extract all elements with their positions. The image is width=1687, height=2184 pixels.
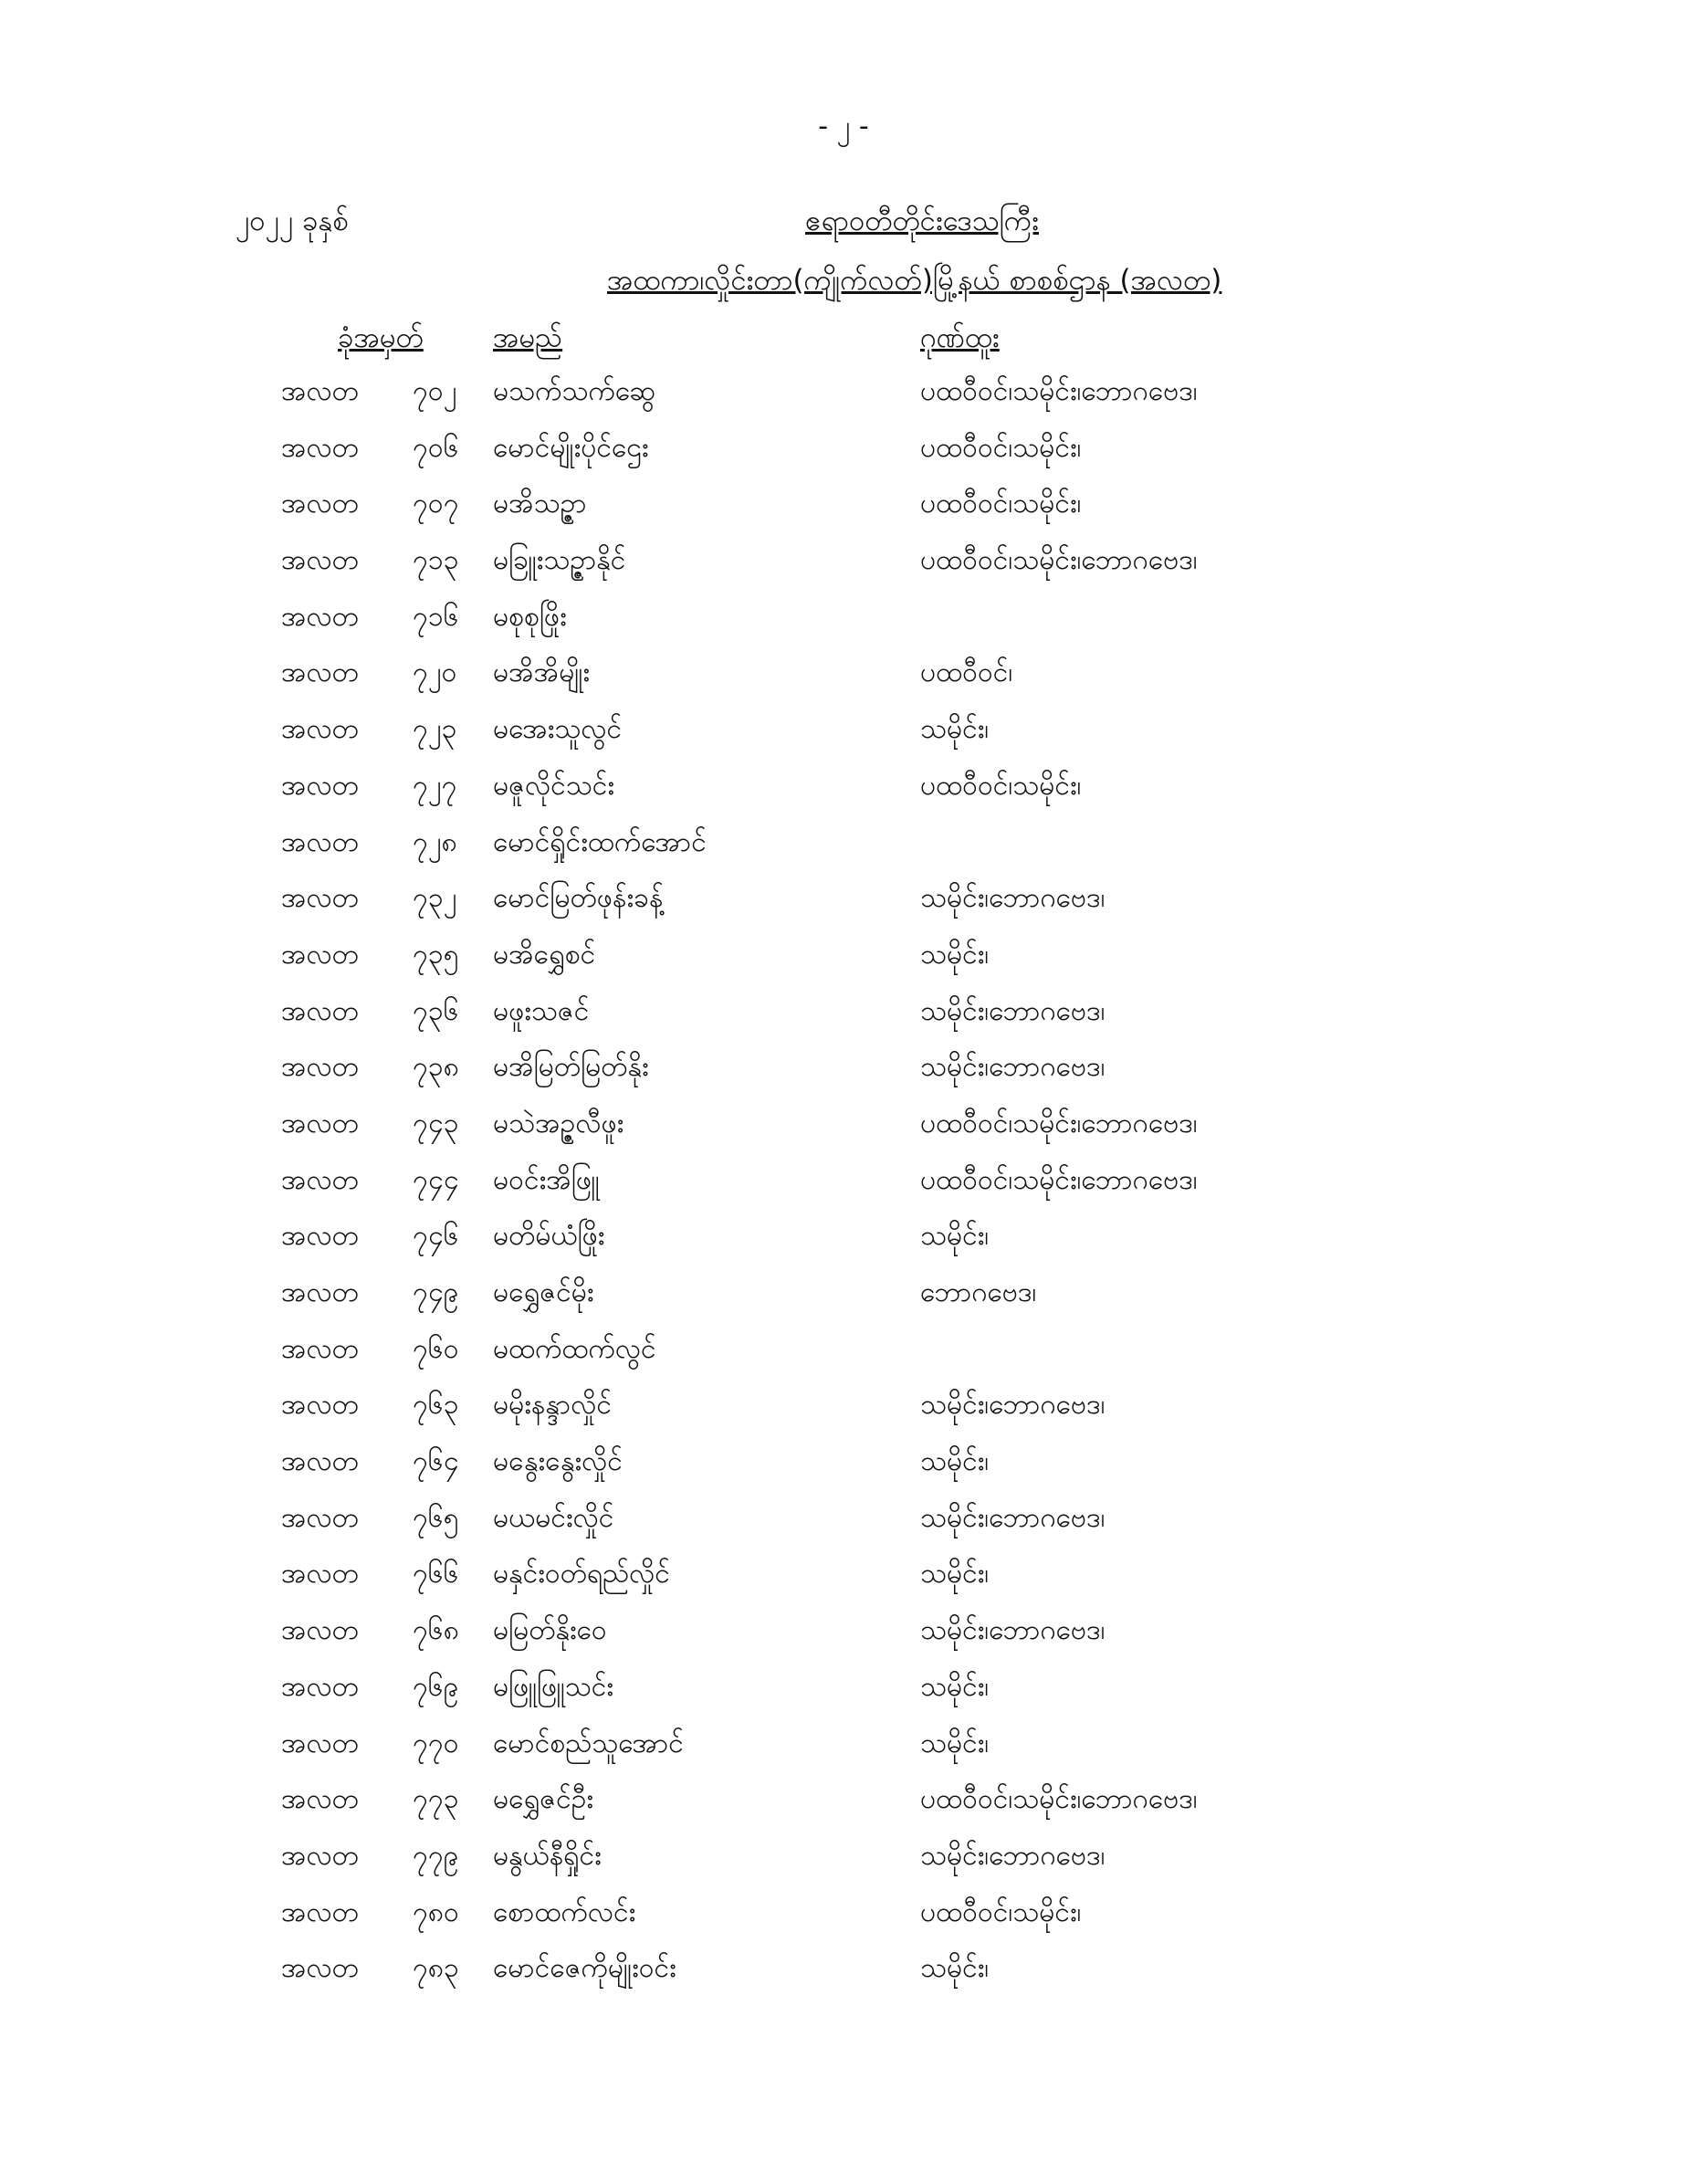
student-name: မခြူးသဉ္ဇာနိုင် — [493, 544, 626, 577]
list-item — [0, 1273, 1687, 1329]
student-name: မဖြူဖြူသင်း — [493, 1670, 614, 1703]
roll-number: ၇၃၅ — [413, 938, 459, 971]
student-name: မောင်စည်သူအောင် — [493, 1727, 684, 1759]
roll-prefix: အလတ — [281, 994, 359, 1027]
roll-number: ၇၁၃ — [413, 544, 459, 577]
list-item — [0, 1554, 1687, 1611]
list-item — [0, 484, 1687, 541]
distinctions: ပထဝီဝင်၊သမိုင်း၊ — [920, 488, 1082, 520]
distinctions: ပထဝီဝင်၊သမိုင်း၊ဘောဂဗေဒ၊ — [920, 375, 1198, 407]
roll-prefix: အလတ — [281, 1614, 359, 1647]
list-item — [0, 1329, 1687, 1386]
list-item — [0, 1893, 1687, 1949]
student-name: မရွှေဇင်ဦး — [493, 1783, 593, 1816]
distinctions: သမိုင်း၊ဘောဂဗေဒ၊ — [920, 994, 1105, 1027]
student-name: မနှင်းဝတ်ရည်လှိုင် — [493, 1558, 670, 1591]
list-item — [0, 1216, 1687, 1273]
student-name: မထက်ထက်လွင် — [493, 1332, 656, 1365]
list-item — [0, 541, 1687, 597]
exam-center-subtitle: အထကာ၊လှိုင်းတာ(ကျိုက်လတ်)မြို့နယ် စာစစ်ဌာန (အလတ) — [607, 264, 1222, 297]
list-item — [0, 709, 1687, 766]
student-name: မတိမ်ယံဖြိုး — [493, 1220, 605, 1253]
distinctions: သမိုင်း၊ — [920, 1952, 990, 1985]
distinctions: သမိုင်း၊ဘောဂဗေဒ၊ — [920, 1389, 1105, 1422]
roll-number: ၇၀၇ — [413, 488, 459, 520]
distinctions: ပထဝီဝင်၊သမိုင်း၊ဘောဂဗေဒ၊ — [920, 544, 1198, 577]
results-list — [0, 372, 1687, 2005]
region-title: ဧရာဝတီတိုင်းဒေသကြီး — [805, 205, 1039, 237]
distinctions: ပထဝီဝင်၊သမိုင်း၊ — [920, 769, 1082, 802]
student-name: မောင်ဇေကိုမျိုးဝင်း — [493, 1952, 676, 1985]
roll-prefix: အလတ — [281, 825, 359, 858]
roll-prefix: အလတ — [281, 1163, 359, 1196]
distinctions: ပထဝီဝင်၊သမိုင်း၊ဘောဂဗေဒ၊ — [920, 1783, 1198, 1816]
list-item — [0, 1442, 1687, 1498]
roll-number: ၇၄၉ — [413, 1276, 459, 1308]
roll-prefix: အလတ — [281, 1389, 359, 1422]
roll-prefix: အလတ — [281, 1051, 359, 1084]
distinctions: သမိုင်း၊ — [920, 713, 990, 746]
distinctions: ပထဝီဝင်၊သမိုင်း၊ဘောဂဗေဒ၊ — [920, 1163, 1198, 1196]
list-item — [0, 823, 1687, 879]
column-header-distinctions: ဂုဏ်ထူး — [920, 321, 1000, 354]
roll-prefix: အလတ — [281, 1727, 359, 1759]
student-name: မမြတ်နိုးဝေ — [493, 1614, 607, 1647]
roll-number: ၇၄၄ — [413, 1163, 459, 1196]
distinctions: သမိုင်း၊ — [920, 1445, 990, 1478]
roll-prefix: အလတ — [281, 1220, 359, 1253]
roll-number: ၇၈၀ — [413, 1895, 459, 1928]
student-name: မအိအိမျိုး — [493, 656, 591, 689]
list-item — [0, 1498, 1687, 1555]
roll-number: ၇၁၆ — [413, 600, 459, 633]
student-name: မအိသဉ္ဇာ — [493, 488, 587, 520]
distinctions: သမိုင်း၊ — [920, 1220, 990, 1253]
student-name: မမိုးနန္ဒာလှိုင် — [493, 1389, 613, 1422]
list-item — [0, 597, 1687, 654]
roll-number: ၇၂၈ — [413, 825, 457, 858]
list-item — [0, 1385, 1687, 1442]
list-item — [0, 428, 1687, 485]
roll-number: ၇၃၂ — [413, 882, 457, 915]
distinctions: သမိုင်း၊ — [920, 1727, 990, 1759]
student-name: မစုစုဖြိုး — [493, 600, 567, 633]
student-name: မအိမြတ်မြတ်နိုး — [493, 1051, 649, 1084]
roll-number: ၇၆၈ — [413, 1614, 459, 1647]
list-item — [0, 372, 1687, 428]
roll-prefix: အလတ — [281, 713, 359, 746]
roll-number: ၇၆၀ — [413, 1332, 459, 1365]
roll-number: ၇၂၇ — [413, 769, 457, 802]
roll-prefix: အလတ — [281, 431, 359, 464]
roll-number: ၇၀၆ — [413, 431, 459, 464]
column-header-roll-number: ခုံအမှတ် — [338, 321, 424, 354]
student-name: မရွှေဇင်မိုး — [493, 1276, 594, 1308]
list-item — [0, 1667, 1687, 1724]
student-name: မောင်မျိုးပိုင်ဌေး — [493, 431, 649, 464]
list-item — [0, 1780, 1687, 1836]
roll-prefix: အလတ — [281, 544, 359, 577]
list-item — [0, 766, 1687, 823]
distinctions: သမိုင်း၊ဘောဂဗေဒ၊ — [920, 882, 1105, 915]
list-item — [0, 1724, 1687, 1780]
roll-number: ၇၇၀ — [413, 1727, 459, 1759]
roll-number: ၇၆၃ — [413, 1389, 459, 1422]
student-name: မောင်မြတ်ဖုန်းခန့် — [493, 882, 664, 915]
student-name: မောင်ရှိုင်းထက်အောင် — [493, 825, 707, 858]
roll-number: ၇၆၅ — [413, 1501, 459, 1534]
distinctions: ပထဝီဝင်၊ — [920, 656, 1013, 689]
roll-prefix: အလတ — [281, 769, 359, 802]
roll-prefix: အလတ — [281, 1670, 359, 1703]
roll-prefix: အလတ — [281, 375, 359, 407]
list-item — [0, 935, 1687, 992]
distinctions: သမိုင်း၊ — [920, 1670, 990, 1703]
year-label: ၂၀၂၂ ခုနှစ် — [236, 205, 349, 237]
roll-number: ၇၄၆ — [413, 1220, 459, 1253]
roll-prefix: အလတ — [281, 1107, 359, 1139]
roll-prefix: အလတ — [281, 488, 359, 520]
column-header-name: အမည် — [493, 321, 563, 354]
roll-number: ၇၆၆ — [413, 1558, 459, 1591]
roll-prefix: အလတ — [281, 1276, 359, 1308]
roll-prefix: အလတ — [281, 1895, 359, 1928]
student-name: မသဲအဥ္ဇလီဖူး — [493, 1107, 624, 1139]
list-item — [0, 1047, 1687, 1104]
roll-number: ၇၂၀ — [413, 656, 457, 689]
roll-prefix: အလတ — [281, 1783, 359, 1816]
student-name: မအေးသူလွင် — [493, 713, 623, 746]
roll-number: ၇၇၃ — [413, 1783, 459, 1816]
student-name: မဖူးသဇင် — [493, 994, 590, 1027]
distinctions: သမိုင်း၊ဘောဂဗေဒ၊ — [920, 1501, 1105, 1534]
roll-number: ၇၃၈ — [413, 1051, 459, 1084]
distinctions: သမိုင်း၊ဘောဂဗေဒ၊ — [920, 1614, 1105, 1647]
roll-number: ၇၇၉ — [413, 1839, 459, 1872]
list-item — [0, 653, 1687, 709]
distinctions: ပထဝီဝင်၊သမိုင်း၊ — [920, 1895, 1082, 1928]
student-name: မသက်သက်ဆွေ — [493, 375, 655, 407]
student-name: မဇူလိုင်သင်း — [493, 769, 615, 802]
roll-prefix: အလတ — [281, 1332, 359, 1365]
distinctions: သမိုင်း၊ဘောဂဗေဒ၊ — [920, 1839, 1105, 1872]
student-name: မနွေးနွေးလှိုင် — [493, 1445, 623, 1478]
list-item — [0, 1836, 1687, 1893]
roll-prefix: အလတ — [281, 882, 359, 915]
roll-number: ၇၄၃ — [413, 1107, 459, 1139]
distinctions: သမိုင်း၊ — [920, 1558, 990, 1591]
roll-number: ၇၆၉ — [413, 1670, 459, 1703]
roll-number: ၇၃၆ — [413, 994, 459, 1027]
list-item — [0, 1948, 1687, 2005]
roll-number: ၇၆၄ — [413, 1445, 459, 1478]
roll-prefix: အလတ — [281, 1501, 359, 1534]
student-name: မယမင်းလှိုင် — [493, 1501, 614, 1534]
roll-prefix: အလတ — [281, 600, 359, 633]
roll-prefix: အလတ — [281, 1445, 359, 1478]
distinctions: ဘောဂဗေဒ၊ — [920, 1276, 1037, 1308]
distinctions: သမိုင်း၊ဘောဂဗေဒ၊ — [920, 1051, 1105, 1084]
roll-prefix: အလတ — [281, 1558, 359, 1591]
page-number: - ၂ - — [818, 110, 869, 142]
student-name: မနွယ်နီရှိုင်း — [493, 1839, 602, 1872]
roll-prefix: အလတ — [281, 938, 359, 971]
roll-prefix: အလတ — [281, 1952, 359, 1985]
distinctions: ပထဝီဝင်၊သမိုင်း၊ဘောဂဗေဒ၊ — [920, 1107, 1198, 1139]
roll-number: ၇၂၃ — [413, 713, 457, 746]
distinctions: ပထဝီဝင်၊သမိုင်း၊ — [920, 431, 1082, 464]
list-item — [0, 992, 1687, 1048]
list-item — [0, 878, 1687, 935]
roll-number: ၇၀၂ — [413, 375, 457, 407]
student-name: မဝင်းအိဖြူ — [493, 1163, 600, 1196]
roll-prefix: အလတ — [281, 656, 359, 689]
student-name: မအိရွှေစင် — [493, 938, 596, 971]
list-item — [0, 1104, 1687, 1160]
list-item — [0, 1160, 1687, 1217]
list-item — [0, 1611, 1687, 1667]
distinctions: သမိုင်း၊ — [920, 938, 990, 971]
roll-number: ၇၈၃ — [413, 1952, 459, 1985]
student-name: စောထက်လင်း — [493, 1895, 636, 1928]
roll-prefix: အလတ — [281, 1839, 359, 1872]
